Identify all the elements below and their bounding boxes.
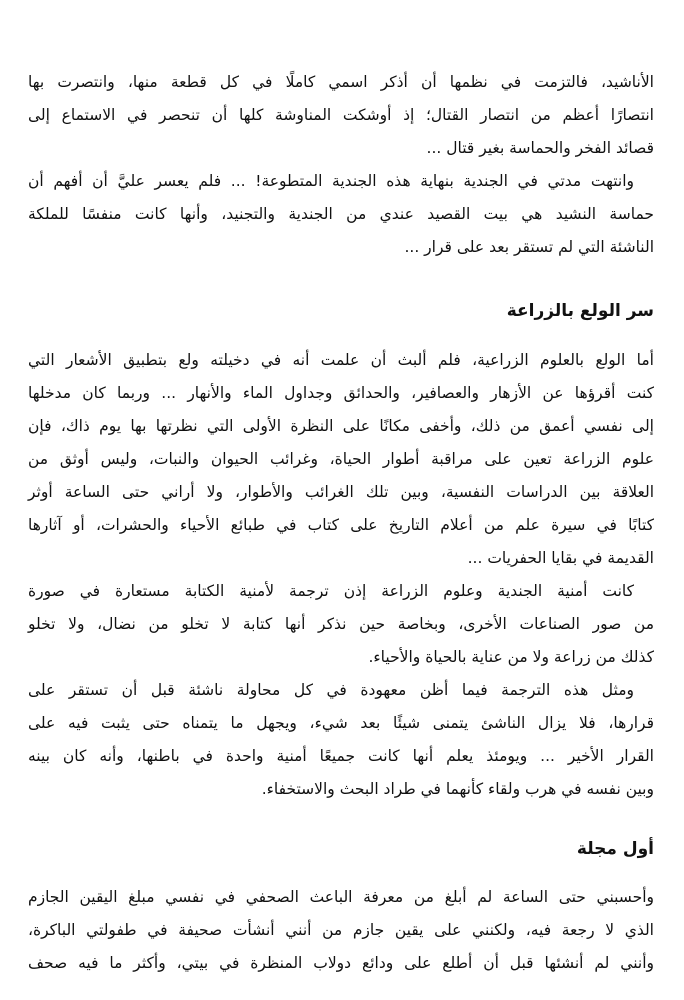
text-line: الناشئة التي لم تستقر بعد على قرار ... — [404, 238, 654, 256]
text-line: الأناشيد، فالتزمت في نظمها أن أذكر اسمي كاملًا في كل قطعة منها، وانتصرت بها — [28, 73, 654, 91]
section-heading: سر الولع بالزراعة — [506, 301, 654, 321]
text-line: ومثل هذه الترجمة فيما أظن معهودة في كل محاولة ناشئة قبل أن تستقر على — [28, 681, 634, 699]
text-line: قرارها، فلا يزال الناشئ يتمنى شيئًا بعد شيء، ويجهل ما يتمناه حتى يثبت فيه على — [28, 714, 654, 732]
text-line: إلى نفسي أعمق من ذلك، وأخفى مكانًا على النظرة الأولى التي نظرتها بها يوم ذاك، فإن — [28, 417, 654, 435]
text-line: كذلك من زراعة ولا من عناية بالحياة والأحياء. — [368, 648, 654, 666]
text-line: قصائد الفخر والحماسة بغير قتال ... — [426, 139, 654, 157]
text-line: القديمة في بقايا الحفريات ... — [467, 549, 654, 567]
text-line: من صور الصناعات الأخرى، وبخاصة حين نذكر أنها كتابة لا تخلو من نضال، ولا تخلو — [28, 615, 654, 633]
text-line: وبين نفسه في هرب ولقاء كأنهما في طراد البحث والاستخفاء. — [261, 780, 654, 798]
section-heading: أول مجلة — [576, 839, 654, 859]
text-line: الذي لا رجعة فيه، ولكنني على يقين جازم من أنني أنشأت صحيفة في طفولتي الباكرة، — [28, 921, 654, 939]
text-line: حماسة النشيد هي بيت القصيد عندي من الجندية والتجنيد، وأنها كانت منفسًا للملكة — [28, 205, 654, 223]
text-line: القرار الأخير ... ويومئذ يعلم أنها كانت جميعًا أمنية واحدة في باطنها، وأنه كان بينه — [28, 747, 654, 765]
text-line: كانت أمنية الجندية وعلوم الزراعة إذن ترجمة لأمنية الكتابة مستعارة في صورة — [28, 582, 634, 600]
text-line: أما الولع بالعلوم الزراعية، فلم ألبث أن علمت أنه في دخيلته ولع بتطبيق الأشعار التي — [28, 351, 654, 369]
text-line: العلاقة بين الدراسات النفسية، وبين تلك الغرائب والأطوار، ولا أراني حتى الساعة أوثر — [28, 483, 654, 501]
text-line: كنت أقرؤها عن الأزهار والعصافير، والحدائق وجداول الماء والأنهار ... وربما كان مدخلها — [28, 384, 654, 402]
text-line: وأنني لم أنشئها قبل أن أطلع على ودائع دولاب المنظرة في بيتي، وأكثر ما فيه صحف — [28, 954, 654, 972]
text-line: وأحسبني حتى الساعة لم أبلغ من معرفة الباعث الصحفي في نفسي مبلغ اليقين الجازم — [28, 888, 654, 906]
text-line: انتصارًا أعظم من انتصار القتال؛ إذ أوشكت المناوشة كلها أن تنحصر في الاستماع إلى — [28, 106, 654, 124]
text-line: كتابًا في سيرة علم من أعلام التاريخ على كتاب في طبائع الأحياء والحشرات، أو آثارها — [28, 516, 654, 534]
text-line: وانتهت مدتي في الجندية بنهاية هذه الجندية المتطوعة! ... فلم يعسر عليَّ أن أفهم أن — [28, 172, 634, 190]
text-line: علوم الزراعة تعين على مراقبة أطوار الحياة، وغرائب الحيوان والنبات، وليس أوثق من — [28, 450, 654, 468]
